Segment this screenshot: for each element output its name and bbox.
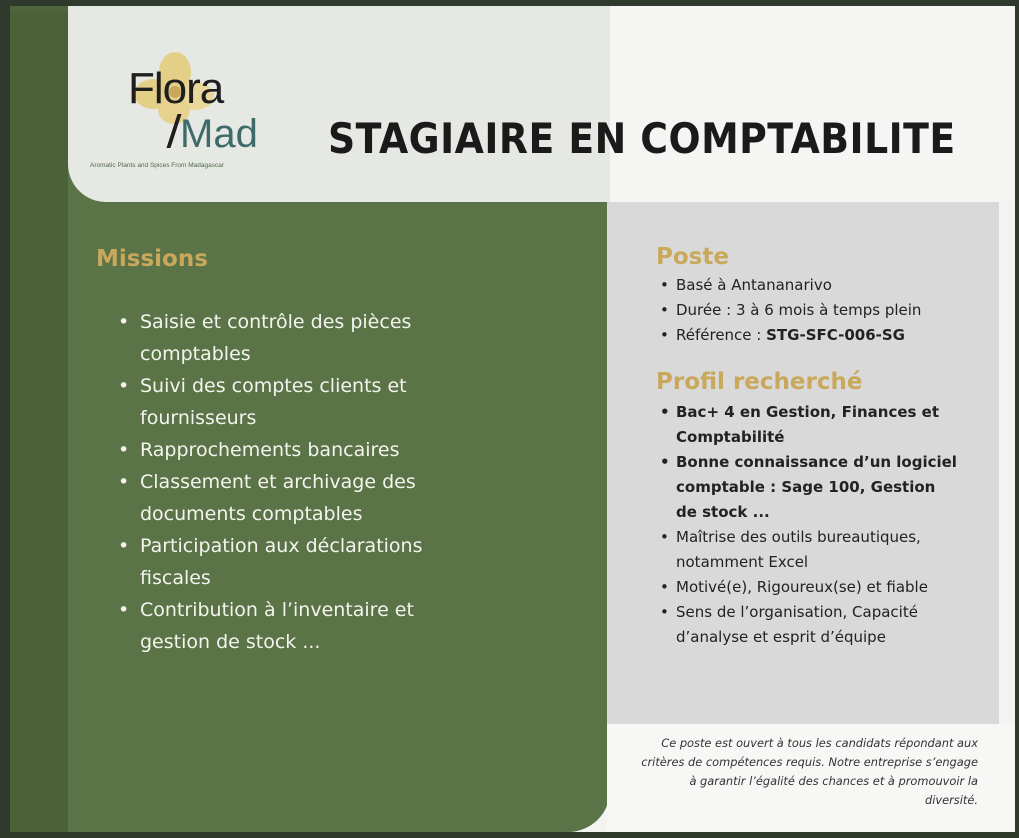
mission-item: • Participation aux déclarations fiscales	[114, 530, 474, 594]
poste-list	[658, 273, 958, 348]
reference-value: STG-SFC-006-SG	[766, 326, 905, 344]
profil-item: • Bac+ 4 en Gestion, Finances et Comptabilité	[658, 400, 958, 450]
mission-item: • Classement et archivage des documents comptables	[114, 466, 474, 530]
mission-item: • Saisie et contrôle des pièces comptables	[114, 306, 474, 370]
profil-item: • Bonne connaissance d’un logiciel comptable : Sage 100, Gestion de stock ...	[658, 450, 958, 525]
poste-location: • Basé à Antananarivo	[658, 273, 958, 298]
reference-label: Référence :	[676, 326, 767, 344]
profil-item: • Maîtrise des outils bureautiques, notamment Excel	[658, 525, 958, 575]
profil-list	[658, 400, 958, 650]
profil-item: • Sens de l’organisation, Capacité d’analyse et esprit d’équipe	[658, 600, 958, 650]
mission-item: • Contribution à l’inventaire et gestion de stock ...	[114, 594, 474, 658]
poste-heading: Poste	[656, 244, 729, 270]
logo-tagline: Aromatic Plants and Spices From Madagascar	[90, 162, 225, 169]
company-logo	[88, 50, 300, 182]
profil-heading: Profil recherché	[656, 369, 863, 395]
mission-item: • Rapprochements bancaires	[114, 434, 474, 466]
missions-list	[114, 306, 474, 658]
mission-item: • Suivi des comptes clients et fournisseurs	[114, 370, 474, 434]
panel-edge	[10, 6, 68, 832]
logo-word-flora: Flora	[128, 64, 224, 113]
poste-duration: • Durée : 3 à 6 mois à temps plein	[658, 298, 958, 323]
poste-reference	[658, 323, 958, 348]
job-title: STAGIAIRE EN COMPTABILITE	[328, 114, 956, 163]
diversity-disclaimer: Ce poste est ouvert à tous les candidats répondant aux critères de compétences requis. Notre entreprise s’engage à garantir l’égalité des chances et à promouvoir la diversité.	[641, 736, 978, 807]
logo-word-mad: Mad	[180, 112, 258, 156]
header-right	[610, 6, 1015, 202]
job-poster	[10, 6, 1015, 832]
missions-heading: Missions	[96, 246, 208, 272]
profil-item: • Motivé(e), Rigoureux(se) et fiable	[658, 575, 958, 600]
